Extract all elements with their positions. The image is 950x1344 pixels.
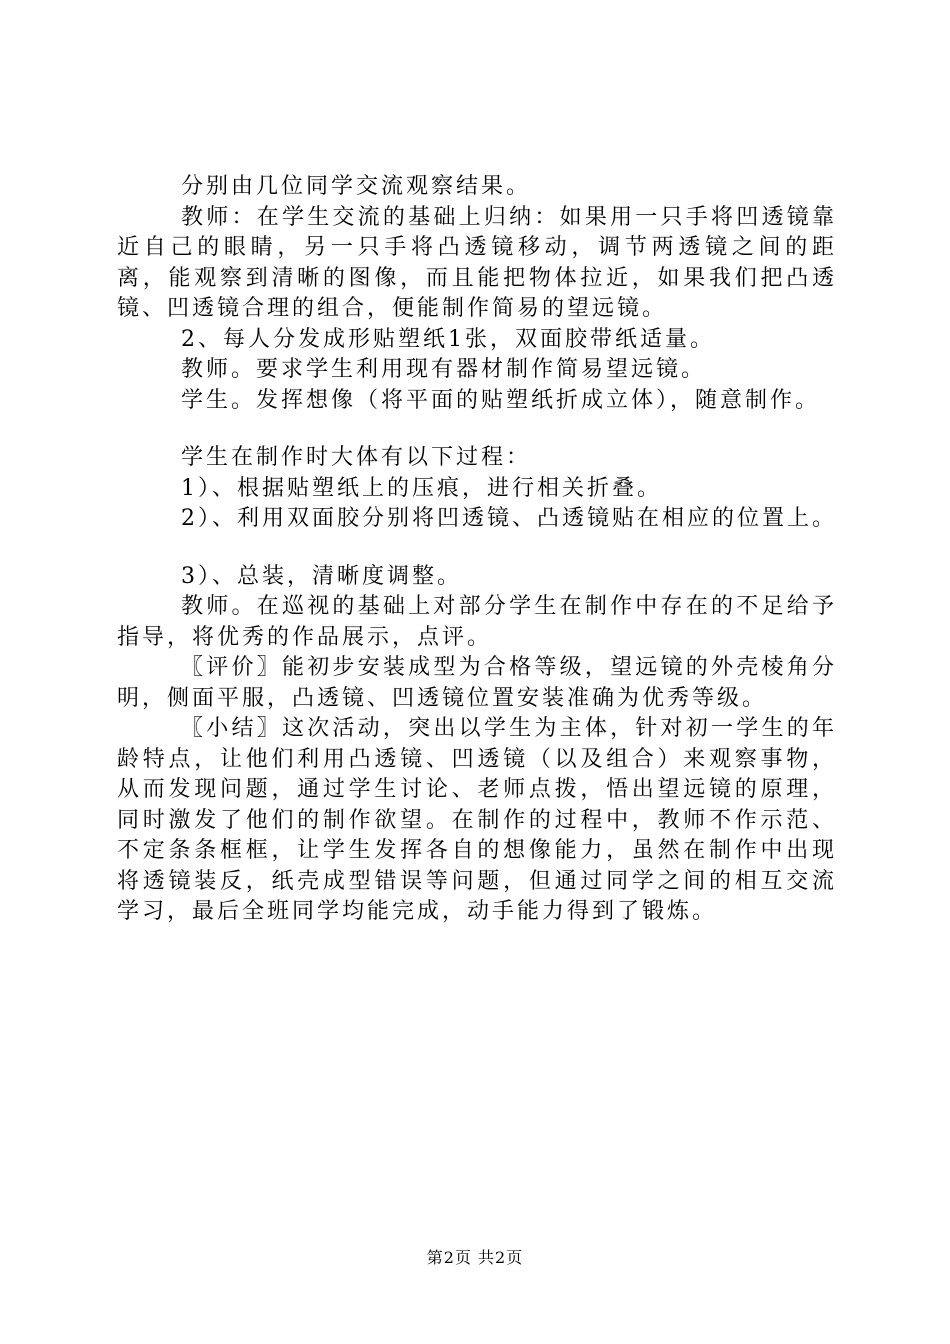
paragraph-gap	[117, 535, 837, 562]
paragraph: 〖小结〗这次活动，突出以学生为主体，针对初一学生的年龄特点，让他们利用凸透镜、凹透镜（以及组合）来观察事物，从而发现问题，通过学生讨论、老师点拨，悟出望远镜的原理，同时激发了他们的制作欲望。在制作的过程中，教师不作示范、不定条条框框，让学生发挥各自的想像能力，虽然在制作中出现将透镜装反，纸壳成型错误等问题，但通过同学之间的相互交流学习，最后全班同学均能完成，动手能力得到了锻炼。	[117, 716, 837, 924]
paragraph: 教师：在学生交流的基础上归纳：如果用一只手将凹透镜靠近自己的眼睛，另一只手将凸透镜移动，调节两透镜之间的距离，能观察到清晰的图像，而且能把物体拉近，如果我们把凸透镜、凹透镜合理的组合，便能制作简易的望远镜。	[117, 204, 837, 321]
document-body	[117, 172, 837, 928]
paragraph: 2、每人分发成形贴塑纸1张，双面胶带纸适量。	[181, 326, 715, 352]
paragraph: 1）、根据贴塑纸上的压痕，进行相关折叠。	[181, 475, 662, 501]
paragraph: 学生。发挥想像（将平面的贴塑纸折成立体），随意制作。	[181, 387, 821, 413]
paragraph: 教师。要求学生利用现有器材制作简易望远镜。	[181, 357, 707, 382]
paragraph: 3）、总装，清晰度调整。	[181, 563, 462, 589]
paragraph-gap	[117, 416, 837, 443]
page-number-footer: 第2页 共2页	[426, 1248, 524, 1267]
paragraph: 2）、利用双面胶分别将凹透镜、凸透镜贴在相应的位置上。	[181, 506, 837, 531]
paragraph: 教师。在巡视的基础上对部分学生在制作中存在的不足给予指导，将优秀的作品展示，点评。	[117, 594, 837, 650]
paragraph: 〖评价〗能初步安装成型为合格等级，望远镜的外壳棱角分明，侧面平服，凸透镜、凹透镜位置安装准确为优秀等级。	[117, 655, 837, 711]
paragraph: 学生在制作时大体有以下过程：	[181, 445, 532, 470]
paragraph: 分别由几位同学交流观察结果。	[181, 174, 532, 199]
